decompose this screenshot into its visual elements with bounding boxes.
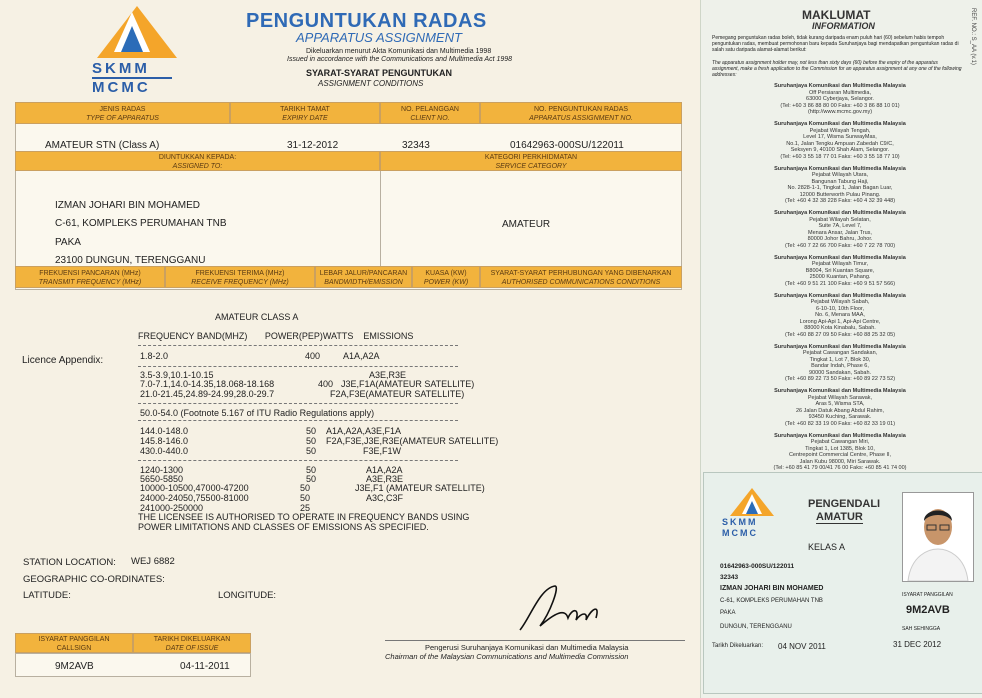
office-line: 25000 Kuantan, Pahang. (809, 274, 871, 280)
appendix-emission: A3E,R3E (366, 474, 404, 484)
conditions-subtitle: ASSIGNMENT CONDITIONS (318, 79, 424, 88)
type-header-en: TYPE OF APPARATUS (86, 115, 159, 122)
power-ms: KUASA (KW) (425, 270, 467, 277)
category-ms: KATEGORI PERKHIDMATAN (484, 154, 578, 161)
appendix-emission: F3E,F1W (363, 446, 402, 456)
appendix-note: THE LICENSEE IS AUTHORISED TO OPERATE IN FREQUENCY BANDS USING POWER LIMITATIONS AND CLASSES OF EMISSIONS AS SPECIFIED. (138, 512, 470, 532)
appendix-band: 7.0-7.1,14.0-14.35,18.068-18.168 (140, 379, 275, 389)
apparatus-type: AMATEUR STN (Class A) (45, 140, 160, 151)
office-line: (Tel: +60 7 22 66 700 Faks: +60 7 22 78 700) (784, 242, 896, 249)
office-line: (Tel: +60 3 55 18 77 01 Faks: +60 3 55 18 77 10) (780, 153, 900, 160)
info-paragraph-en: The apparatus assignment holder may, not less than sixty days (60) before the expiry of the apparatus assignment, make a fresh application to the Commission for an apparatus assignment at any one of the following addresses: (712, 60, 962, 78)
assignment-no-header (480, 102, 682, 124)
appendix-emission: F2A,F3E(AMATEUR SATELLITE) (330, 389, 465, 399)
office-line: Pejabat Cawangan Miri, (810, 439, 870, 445)
expiry-date: 31-12-2012 (287, 140, 339, 151)
office-line: Tingkat 1, Lot 1385, Blok 10, (805, 445, 875, 452)
office-line: Pejabat Cawangan Sandakan, (802, 350, 878, 356)
appendix-power: 25 (300, 503, 311, 513)
office-line: Level 17, Wisma SunwayMas, (803, 134, 877, 140)
appendix-power: 50 (306, 465, 317, 475)
assigned-to-en: ASSIGNED TO: (172, 163, 223, 170)
expiry-header-ms: TARIKH TAMAT (280, 106, 330, 113)
station-location-label: STATION LOCATION: (23, 557, 116, 568)
card-expiry-date: 31 DEC 2012 (893, 640, 942, 649)
client-header (380, 102, 480, 124)
office-line: Lorong Api-Api 1, Api-Api Centre, (799, 318, 881, 325)
service-category: AMATEUR (502, 219, 551, 230)
card-issued-label: Tarikh Dikeluarkan: (712, 643, 764, 649)
issue-date-ms: TARIKH DIKELUARKAN (153, 636, 231, 643)
appendix-band: 145.8-146.0 (140, 436, 189, 446)
info-subtitle: INFORMATION (812, 21, 875, 31)
appendix-band: 1.8-2.0 (140, 351, 169, 361)
office-line: (Tel: +60 88 27 09 50 Faks: +60 88 25 32 05) (784, 331, 896, 338)
holder-photo (902, 492, 974, 582)
longitude-label: LONGITUDE: (218, 590, 277, 601)
office-line: 63000 Cyberjaya, Selangor. (806, 96, 874, 102)
callsign-en: CALLSIGN (56, 645, 92, 652)
appendix-emission: A1A,A2A,A3E,F1A (326, 426, 402, 436)
card-callsign-label: ISYARAT PANGGILAN (902, 592, 953, 598)
office-line: 88000 Kota Kinabalu, Sabah. (804, 325, 876, 331)
office-line: No.1, Jalan Tengku Ampuan Zabedah C9/C, (786, 140, 894, 147)
card-holder-name: IZMAN JOHARI BIN MOHAMED (720, 585, 824, 592)
appendix-emission: J3E,F1 (AMATEUR SATELLITE) (355, 483, 485, 493)
appendix-band: 144.0-148.0 (140, 426, 189, 436)
appendix-power: 50 (306, 426, 317, 436)
auth-cond-en: AUTHORISED COMMUNICATIONS CONDITIONS (501, 279, 661, 286)
office-name: Suruhanjaya Komunikasi dan Multimedia Malaysia (774, 343, 906, 350)
office-name: Suruhanjaya Komunikasi dan Multimedia Malaysia (774, 292, 906, 299)
holder-address-3: 23100 DUNGUN, TERENGGANU (55, 255, 206, 266)
office-line: (Tel: +60 9 51 21 100 Faks: +60 9 51 57 566) (784, 280, 896, 287)
tx-freq-ms: FREKUENSI PANCARAN (MHz) (39, 270, 141, 277)
appendix-power: 50 (300, 483, 311, 493)
office-line: (Tel: +60 85 41 79 00/41 76 00 Faks: +60 85 41 74 00) (773, 465, 907, 471)
appendix-power: 50 (306, 436, 317, 446)
client-header-en: CLIENT NO. (410, 115, 450, 122)
holder-address-1: C-61, KOMPLEKS PERUMAHAN TNB (55, 218, 227, 229)
office-line: Pejabat Wilayah Sabah, (810, 299, 870, 305)
card-callsign: 9M2AVB (906, 604, 950, 616)
skmm-logo (92, 6, 182, 96)
appendix-band: 21.0-21.45,24.89-24.99,28.0-29.7 (140, 389, 275, 399)
office-name: Suruhanjaya Komunikasi dan Multimedia Malaysia (774, 165, 906, 172)
doc-subtitle: APPARATUS ASSIGNMENT (296, 30, 462, 45)
appendix-band: 1240-1300 (140, 465, 184, 475)
appendix-emission: A3E,R3E (369, 370, 407, 380)
doc-title: PENGUNTUKAN RADAS (246, 10, 487, 32)
assignment-no: 01642963-000SU/122011 (510, 140, 624, 151)
office-name: Suruhanjaya Komunikasi dan Multimedia Malaysia (774, 388, 906, 394)
card-address-3: DUNGUN, TERENGGANU (720, 624, 792, 630)
appendix-band: 3.5-3.9,10.1-10.15 (140, 370, 214, 380)
appendix-power: 400 (318, 379, 334, 389)
issue-date-en: DATE OF ISSUE (165, 645, 219, 652)
office-line: Centrepoint Commercial Centre, Phase II, (788, 452, 892, 458)
conditions-header (480, 266, 682, 288)
issue-date-header (133, 633, 251, 653)
type-header (15, 102, 230, 124)
office-line: 90000 Sandakan, Sabah. (808, 369, 872, 376)
office-line: Jalan Kubu 98000, Miri Sarawak. (799, 458, 881, 465)
appendix-band: 50.0-54.0 (Footnote 5.167 of ITU Radio Regulations apply) (140, 408, 375, 418)
type-header-ms: JENIS RADAS (99, 106, 146, 113)
office-line: Tingkat 1, Lot 7, Blok 30, (809, 356, 871, 363)
expiry-header-en: EXPIRY DATE (282, 115, 328, 122)
logo-mcmc-text: MCMC (92, 79, 151, 96)
assignment-no-header-en: APPARATUS ASSIGNMENT NO. (529, 115, 633, 122)
holder-name: IZMAN JOHARI BIN MOHAMED (55, 200, 201, 211)
appendix-emission: A1A,A2A (366, 465, 403, 475)
client-header-ms: NO. PELANGGAN (401, 106, 459, 113)
reference-number: REF. NO.: S_AA (v.1) (970, 8, 976, 65)
card-title-1: PENGENDALI (808, 498, 881, 510)
office-line: 12000 Butterworth Pulau Pinang. (799, 191, 881, 198)
appendix-power: 50 (306, 446, 317, 456)
office-line: Off Persiaran Multimedia, (809, 89, 871, 96)
power-en: POWER (KW) (423, 279, 469, 286)
office-line: No. 6, Menara MAA, (815, 312, 865, 318)
geo-coordinates-label: GEOGRAPHIC CO-ORDINATES: (23, 574, 165, 585)
station-location-value: WEJ 6882 (131, 556, 175, 567)
tx-freq-en: TRANSMIT FREQUENCY (MHz) (38, 279, 142, 286)
office-line: (Tel: +60 4 32 38 228 Faks: +60 4 32 39 448) (784, 198, 896, 204)
holder-address-2: PAKA (55, 237, 81, 248)
tx-freq-header (15, 266, 165, 288)
appendix-power: 50 (300, 493, 311, 503)
office-line: Bangunan Tabung Haji, (811, 178, 869, 185)
expiry-header (230, 102, 380, 124)
office-line: Suite 7A, Level 7, (818, 223, 862, 229)
office-name: Suruhanjaya Komunikasi dan Multimedia Malaysia (774, 254, 906, 261)
office-line: 80000 Johor Bahru, Johor. (807, 236, 873, 242)
power-header (412, 266, 480, 288)
appendix-band: 10000-10500,47000-47200 (140, 483, 249, 493)
appendix-band: 430.0-440.0 (140, 446, 189, 456)
office-line: Pejabat Wilayah Selatan, (809, 216, 871, 223)
appendix-band: 5650-5850 (140, 474, 184, 484)
signer-title-en: Chairman of the Malaysian Communications and Multimedia Commission (385, 652, 629, 661)
appendix-columns: FREQUENCY BAND(MHZ) POWER(PEP)WATTS EMISSIONS (138, 331, 414, 341)
info-title: MAKLUMAT (802, 8, 871, 22)
office-line: 26 Jalan Datuk Abang Abdul Rahim, (795, 407, 885, 414)
office-line: Seksyen 9, 40100 Shah Alam, Selangor. (790, 147, 890, 153)
card-class: KELAS A (808, 542, 846, 552)
assigned-to-ms: DIUNTUKKAN KEPADA: (158, 154, 237, 161)
assignment-no-header-ms: NO. PENGUNTUKAN RADAS (533, 106, 629, 113)
bandwidth-header (315, 266, 412, 288)
office-line: (Tel: +60 82 33 19 00 Faks: +60 82 33 19 01) (784, 420, 896, 427)
appendix-band: 241000-250000 (140, 503, 204, 513)
office-line: (Tel: +60 89 22 73 50 Faks: +60 89 22 73 52) (784, 376, 896, 382)
office-line: Pejabat Wilayah Sarawak, (807, 394, 873, 401)
rx-freq-en: RECEIVE FREQUENCY (MHz) (191, 279, 289, 286)
conditions-title: SYARAT-SYARAT PENGUNTUKAN (306, 68, 453, 78)
appendix-emission: F2A,F3E,J3E,R3E(AMATEUR SATELLITE) (326, 436, 499, 446)
assigned-to-header (15, 151, 380, 171)
auth-cond-ms: SYARAT-SYARAT PERHUBUNGAN YANG DIBENARKAN (490, 270, 672, 277)
card-client-no: 32343 (720, 574, 739, 581)
office-line: (Tel: +60 3 86 88 80 00 Faks: +60 3 86 88 10 01) (780, 102, 900, 109)
service-category-header (380, 151, 682, 171)
appendix-emission: J3E,F1A(AMATEUR SATELLITE) (341, 379, 475, 389)
appendix-emission: A3C,C3F (366, 493, 404, 503)
info-paragraph-ms: Pemegang penguntukan radas boleh, tidak kurang daripada enam puluh hari (60) sebelum habis tempoh penguntukan radas, membuat permohonan baru kepada Suruhanjaya bagi mendapatkan penguntukan radas di salah satu daripada alamat-alamat berikut: (712, 35, 959, 53)
bandwidth-ms: LEBAR JALUR/PANCARAN (319, 270, 408, 277)
office-line: Pejabat Wilayah Utara, (811, 172, 869, 178)
office-line: Bandar Indah, Phase 6, (811, 363, 869, 369)
office-name: Suruhanjaya Komunikasi dan Multimedia Malaysia (774, 210, 906, 216)
bandwidth-en: BANDWIDTH/EMISSION (324, 279, 403, 286)
callsign-header (15, 633, 133, 653)
card-logo-mcmc: MCMC (722, 528, 758, 538)
appendix-class-title: AMATEUR CLASS A (215, 312, 299, 322)
callsign-value: 9M2AVB (55, 661, 94, 672)
office-line: Pejabat Wilayah Timur, (811, 261, 869, 267)
latitude-label: LATITUDE: (23, 590, 71, 601)
signer-title-ms: Pengerusi Suruhanjaya Komunikasi dan Multimedia Malaysia (425, 643, 629, 652)
appendix-power: 400 (305, 351, 321, 361)
rx-freq-ms: FREKUENSI TERIMA (MHz) (195, 270, 285, 277)
card-issued-date: 04 NOV 2011 (778, 642, 826, 651)
card-valid-until-label: SAH SEHINGGA (902, 626, 941, 632)
appendix-power: 50 (306, 474, 317, 484)
issued-en: Issued in accordance with the Communications and Multimedia Act 1998 (287, 56, 513, 63)
appendix-emission: A1A,A2A (343, 351, 380, 361)
office-line: 93450 Kuching, Sarawak. (808, 414, 872, 420)
office-line: (http://www.mcmc.gov.my) (807, 109, 873, 115)
office-line: B8004, Sri Kuantan Square, (805, 267, 875, 274)
card-logo (722, 488, 782, 538)
office-line: No. 2828-1-1, Tingkat 1, Jalan Bagan Luar, (787, 185, 893, 191)
category-en: SERVICE CATEGORY (495, 163, 567, 170)
card-logo-skmm: SKMM (722, 517, 758, 527)
card-address-1: C-61, KOMPLEKS PERUMAHAN TNB (720, 598, 823, 604)
office-name: Suruhanjaya Komunikasi dan Multimedia Malaysia (774, 121, 906, 127)
rx-freq-header (165, 266, 315, 288)
issue-date-value: 04-11-2011 (180, 661, 230, 672)
office-line: 6-10-10, 10th Floor, (815, 305, 864, 312)
client-no: 32343 (402, 140, 430, 151)
chairman-signature (510, 578, 610, 638)
office-line: Aras 5, Wisma STA, (815, 401, 865, 407)
office-name: Suruhanjaya Komunikasi dan Multimedia Malaysia (774, 83, 906, 89)
office-line: Pejabat Wilayah Tengah, (809, 127, 871, 134)
card-address-2: PAKA (720, 610, 736, 616)
office-line: Menara Ansar, Jalan Trus, (808, 229, 872, 236)
card-assignment-no: 01642963-000SU/122011 (720, 563, 795, 570)
appendix-band: 24000-24050,75500-81000 (140, 493, 249, 503)
issued-ms: Dikeluarkan menurut Akta Komunikasi dan Multimedia 1998 (306, 48, 492, 55)
office-name: Suruhanjaya Komunikasi dan Multimedia Malaysia (774, 432, 906, 439)
callsign-ms: ISYARAT PANGGILAN (38, 636, 110, 643)
logo-skmm-text: SKMM (92, 60, 150, 77)
licence-appendix-label: Licence Appendix: (22, 355, 104, 366)
card-title-2: AMATUR (816, 511, 863, 523)
